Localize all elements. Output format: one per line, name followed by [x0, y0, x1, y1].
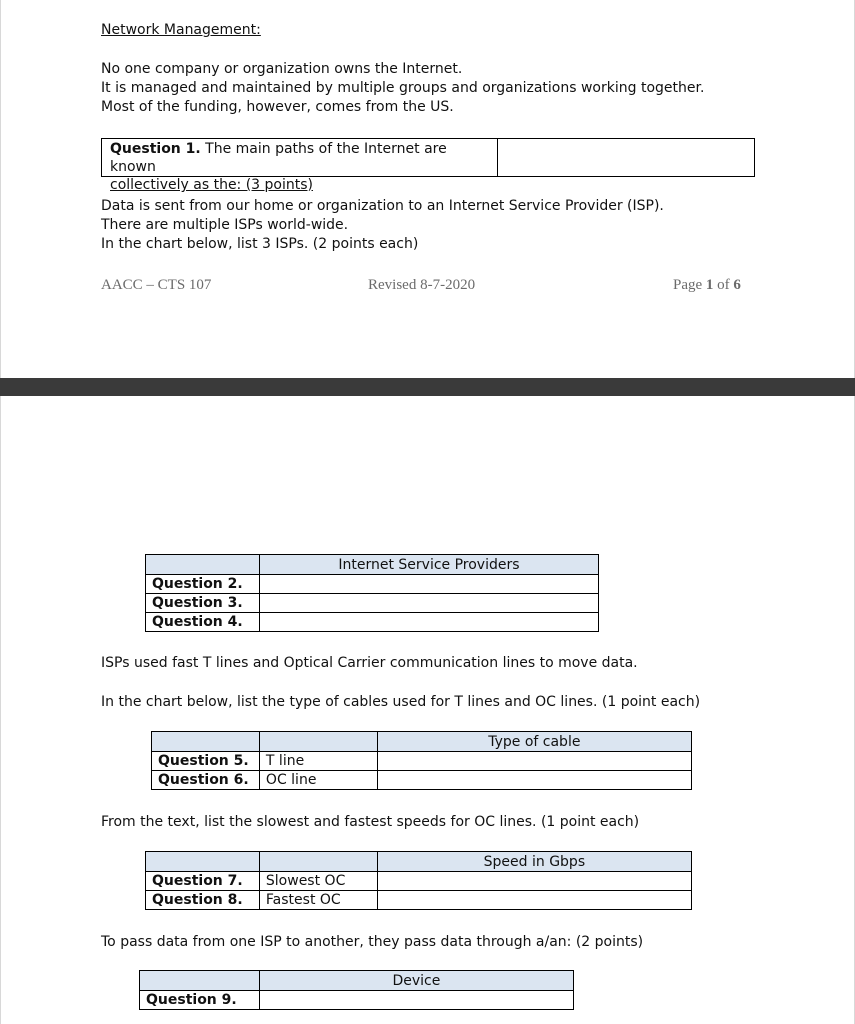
- footer-page-number: [673, 277, 741, 294]
- speed-instruction: From the text, list the slowest and fastest speeds for OC lines. (1 point each): [101, 814, 640, 830]
- answer-cell[interactable]: [259, 594, 598, 613]
- answer-cell[interactable]: [377, 771, 691, 790]
- item-cell: Slowest OC: [259, 872, 377, 891]
- question-1-answer-cell[interactable]: [498, 139, 754, 176]
- isp-paragraph-line: In the chart below, list 3 ISPs. (2 points each): [101, 236, 419, 252]
- question-1-label: Question 1.: [110, 141, 201, 157]
- page-separator: [0, 378, 855, 396]
- item-cell: Fastest OC: [259, 891, 377, 910]
- answer-cell[interactable]: [377, 891, 691, 910]
- table-header-row: [140, 971, 574, 991]
- table-row: [146, 594, 599, 613]
- question-label: Question 2.: [146, 575, 260, 594]
- table-header-row: [146, 852, 692, 872]
- isp-paragraph-line: There are multiple ISPs world-wide.: [101, 217, 349, 233]
- question-1-text: The main paths of the Internet are known: [110, 141, 447, 175]
- answer-cell[interactable]: [259, 991, 573, 1010]
- header-cell-empty: [146, 555, 260, 575]
- isp-paragraph-line: Data is sent from our home or organization to an Internet Service Provider (ISP).: [101, 198, 664, 214]
- header-cell-empty: [259, 852, 377, 872]
- document-page-1: [0, 0, 855, 378]
- table-header-row: [152, 732, 692, 752]
- footer-course: AACC – CTS 107: [101, 277, 212, 293]
- table-row: [146, 575, 599, 594]
- intro-line: It is managed and maintained by multiple groups and organizations working together.: [101, 80, 705, 96]
- device-table-header: Device: [259, 971, 573, 991]
- table-row: [152, 752, 692, 771]
- header-cell-empty: [259, 732, 377, 752]
- document-page-2: [0, 396, 855, 1024]
- answer-cell[interactable]: [377, 872, 691, 891]
- section-heading: Network Management:: [101, 22, 261, 38]
- footer-page-total: 6: [733, 277, 741, 293]
- question-1-prompt: [102, 139, 498, 193]
- question-label: Question 3.: [146, 594, 260, 613]
- item-cell: T line: [259, 752, 377, 771]
- question-label: Question 8.: [146, 891, 260, 910]
- table-row: [146, 613, 599, 632]
- footer-page-current: 1: [705, 277, 714, 293]
- isp-table-header: Internet Service Providers: [259, 555, 598, 575]
- isp-table: [145, 554, 599, 632]
- question-1-text-cont: collectively as the: (3 points): [110, 177, 313, 193]
- table-row: [146, 891, 692, 910]
- question-label: Question 5.: [152, 752, 260, 771]
- question-1-table: [101, 138, 755, 193]
- cable-table-header: Type of cable: [377, 732, 691, 752]
- table-row: [140, 991, 574, 1010]
- header-cell-empty: [152, 732, 260, 752]
- speed-table-header: Speed in Gbps: [377, 852, 691, 872]
- header-cell-empty: [146, 852, 260, 872]
- intro-line: No one company or organization owns the Internet.: [101, 61, 463, 77]
- table-row: [146, 872, 692, 891]
- question-label: Question 7.: [146, 872, 260, 891]
- device-instruction: To pass data from one ISP to another, they pass data through a/an: (2 points): [101, 934, 644, 950]
- device-table: [139, 970, 574, 1010]
- answer-cell[interactable]: [259, 575, 598, 594]
- speed-table: [145, 851, 692, 910]
- item-cell: OC line: [259, 771, 377, 790]
- header-cell-empty: [140, 971, 260, 991]
- answer-cell[interactable]: [377, 752, 691, 771]
- footer-page-of: of: [713, 277, 734, 293]
- question-label: Question 9.: [140, 991, 260, 1010]
- cable-instruction: In the chart below, list the type of cables used for T lines and OC lines. (1 point each): [101, 694, 701, 710]
- tlines-paragraph: ISPs used fast T lines and Optical Carrier communication lines to move data.: [101, 655, 638, 671]
- footer-revised: Revised 8-7-2020: [368, 277, 476, 293]
- footer-page-prefix: Page: [673, 277, 706, 293]
- answer-cell[interactable]: [259, 613, 598, 632]
- table-row: [152, 771, 692, 790]
- cable-table: [151, 731, 692, 790]
- table-header-row: [146, 555, 599, 575]
- question-label: Question 6.: [152, 771, 260, 790]
- intro-line: Most of the funding, however, comes from the US.: [101, 99, 454, 115]
- question-label: Question 4.: [146, 613, 260, 632]
